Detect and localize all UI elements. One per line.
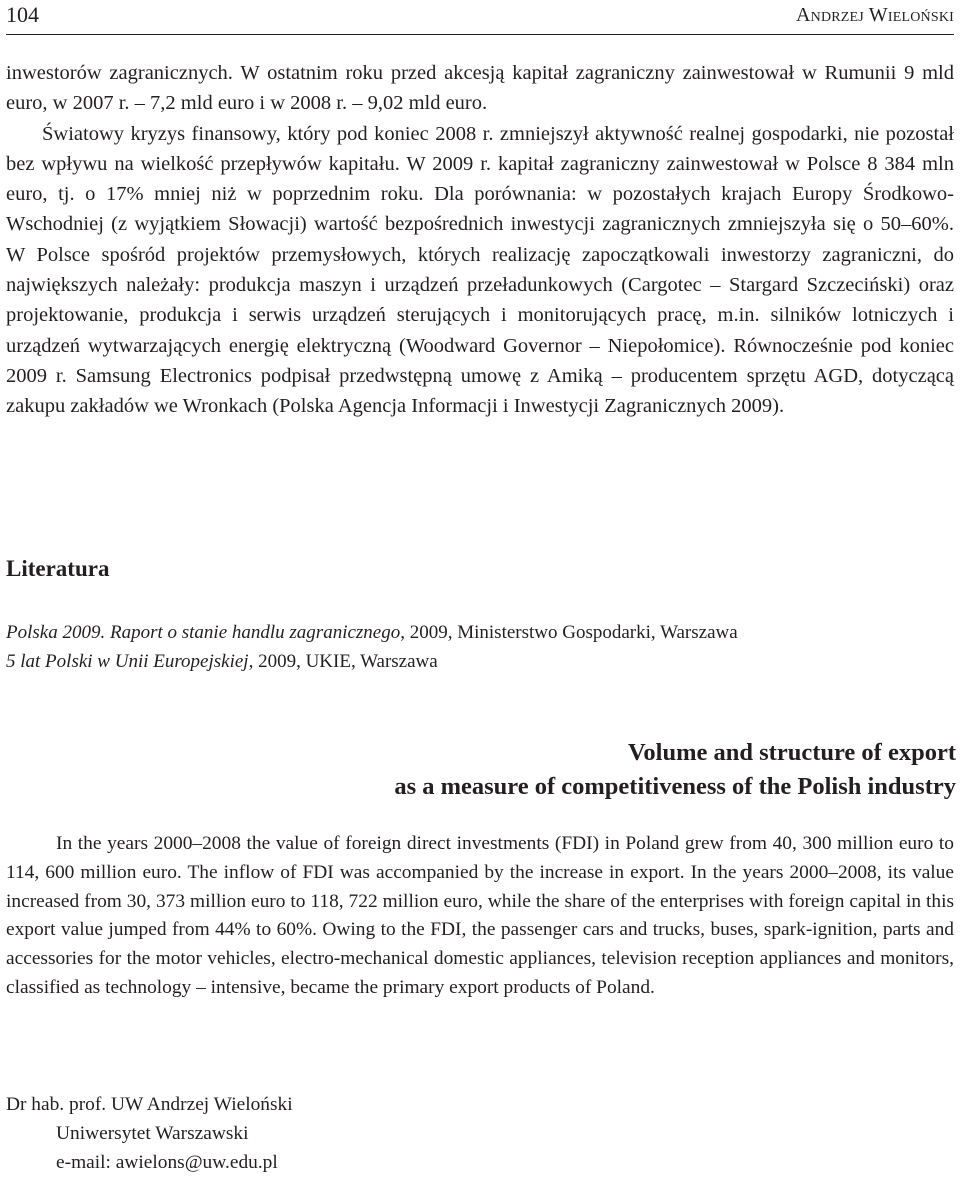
summary-title-line-2: as a measure of competitiveness of the Polish industry: [394, 773, 956, 800]
author-email[interactable]: e-mail: awielons@uw.edu.pl: [56, 1152, 278, 1173]
paragraph-2: Światowy kryzys finansowy, który pod koniec 2008 r. zmniejszył aktywność realnej gospodarki, nie pozostał bez wpływu na wielkość przepływów kapitału. W 2009 r. kapitał zagraniczny zainwestował w Polsce 8 384 mln euro, tj. o 17% mniej niż w poprzednim roku. Dla porównania: w pozostałych krajach Europy Środkowo-Wschodniej (z wyjątkiem Słowacji) wartość bezpośrednich inwestycji zagranicznych zmniejszyła się o 50–60%. W Polsce spośród projektów przemysłowych, których realizację zapoczątkowali inwestorzy zagraniczni, do największych należały: produkcja maszyn i urządzeń przeładunkowych (Cargotec – Stargard Szczeciński) oraz projektowanie, produkcja i serwis urządzeń sterujących i monitorujących pracę, m.in. silników lotniczych i urządzeń wytwarzających energię elektryczną (Woodward Governor – Niepołomice). Równocześnie pod koniec 2009 r. Samsung Electronics podpisał przedwstępną umowę z Amiką – producentem sprzętu AGD, dotyczącą zakupu zakładów we Wronkach (Polska Agencja Informacji i Inwestycji Zagranicznych 2009).: [6, 122, 954, 418]
literature-heading: Literatura: [6, 556, 110, 581]
running-author: Andrzej Wieloński: [795, 4, 954, 26]
reference-details: , 2009, UKIE, Warszawa: [248, 651, 438, 672]
reference-item: [6, 647, 954, 676]
author-name: Dr hab. prof. UW Andrzej Wieloński: [6, 1094, 293, 1115]
summary-title-line-1: Volume and structure of export: [627, 739, 956, 766]
reference-list: [6, 618, 954, 676]
reference-title: Polska 2009. Raport o stanie handlu zagranicznego: [6, 622, 401, 643]
paragraph-1: inwestorów zagranicznych. W ostatnim roku przed akcesją kapitał zagraniczny zainwestował w Rumunii 9 mld euro, w 2007 r. – 7,2 mld euro i w 2008 r. – 9,02 mld euro.: [6, 62, 954, 115]
body-text: [6, 58, 954, 422]
abstract-paragraph: In the years 2000–2008 the value of foreign direct investments (FDI) in Poland grew from 40, 300 million euro to 114, 600 million euro. The inflow of FDI was accompanied by the increase in export. In the years 2000–2008, its value increased from 30, 373 million euro to 118, 722 million euro, while the share of the enterprises with foreign capital in this export value jumped from 44% to 60%. Owing to the FDI, the passenger cars and trucks, buses, spark-ignition, parts and accessories for the motor vehicles, electro-mechanical domestic appliances, television reception appliances and monitors, classified as technology – intensive, became the primary export products of Poland.: [6, 833, 954, 998]
reference-details: , 2009, Ministerstwo Gospodarki, Warszawa: [400, 622, 738, 643]
author-affiliation: [6, 1090, 293, 1177]
reference-title: 5 lat Polski w Unii Europejskiej: [6, 651, 249, 672]
summary-title: [394, 736, 956, 804]
author-institution: Uniwersytet Warszawski: [56, 1123, 249, 1144]
page-number: 104: [6, 2, 39, 27]
running-header: [6, 0, 954, 35]
reference-item: [6, 618, 954, 647]
